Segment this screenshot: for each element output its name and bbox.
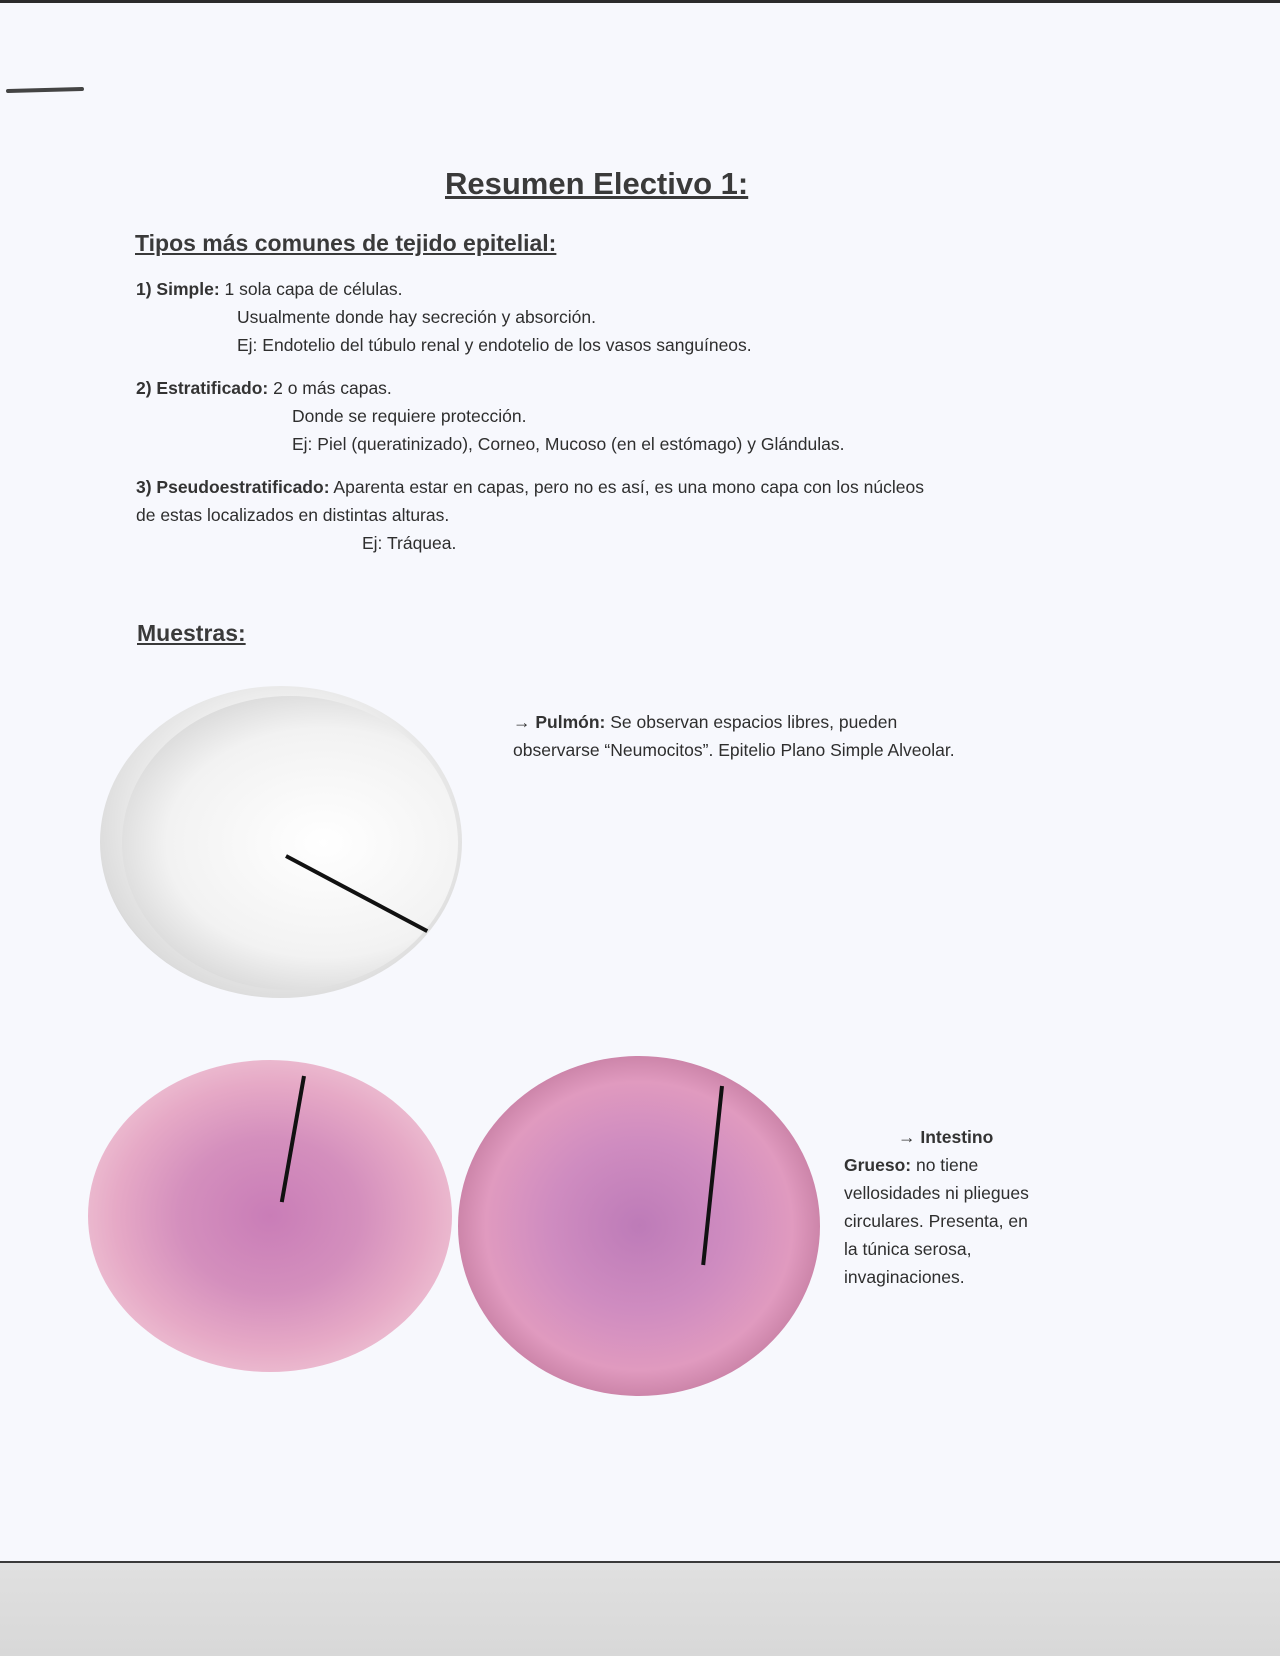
scan-top-edge: [0, 0, 1280, 3]
intestine-micrograph-1: [88, 1060, 452, 1372]
lung-micrograph: [100, 686, 462, 998]
intestine-pointer-2: [701, 1086, 724, 1265]
intestine-micrograph-2: [458, 1056, 820, 1396]
arrow-icon: →: [898, 1127, 916, 1147]
tipos-heading: Tipos más comunes de tejido epitelial:: [135, 230, 557, 256]
item-pseudo-line-1: 3) Pseudoestratificado: Aparenta estar en capas, pero no es así, es una mono capa con los núcleos: [136, 477, 924, 497]
item-estratificado-line-2: Donde se requiere protección.: [292, 406, 527, 426]
item-estratificado-line-3: Ej: Piel (queratinizado), Corneo, Mucoso (en el estómago) y Glándulas.: [292, 434, 845, 454]
grueso-label: Grueso:: [844, 1155, 912, 1175]
item-simple-line-2: Usualmente donde hay secreción y absorción.: [237, 307, 596, 327]
item-pseudo-line-3: Ej: Tráquea.: [362, 533, 457, 553]
pulmon-caption-line-1: → Pulmón: Se observan espacios libres, pueden: [513, 712, 898, 732]
item-estratificado-label: 2) Estratificado:: [136, 378, 269, 398]
item-pseudo-line-2: de estas localizados en distintas alturas.: [136, 505, 450, 525]
intestino-caption-line-2: Grueso: no tiene: [844, 1155, 979, 1175]
scan-bottom-edge: [0, 1561, 1280, 1656]
item-simple-line-1: 1) Simple: 1 sola capa de células.: [136, 279, 403, 299]
arrow-icon: →: [513, 712, 531, 732]
item-simple-label: 1) Simple: [136, 279, 214, 299]
pulmon-caption-line-2: observarse “Neumocitos”. Epitelio Plano Simple Alveolar.: [513, 740, 955, 760]
muestras-heading: Muestras:: [137, 620, 246, 646]
intestino-caption-line-6: invaginaciones.: [844, 1267, 965, 1287]
item-simple-line-3: Ej: Endotelio del túbulo renal y endotelio de los vasos sanguíneos.: [237, 335, 752, 355]
intestine-pointer-1: [280, 1076, 306, 1203]
intestino-caption-line-4: circulares. Presenta, en: [844, 1211, 1028, 1231]
page-title: Resumen Electivo 1:: [445, 166, 749, 201]
intestino-caption-line-1: [898, 1127, 993, 1148]
margin-pen-mark: [6, 87, 84, 93]
intestino-caption-line-5: la túnica serosa,: [844, 1239, 972, 1259]
item-pseudo-label: 3) Pseudoestratificado:: [136, 477, 330, 497]
lung-micrograph-field: [122, 696, 458, 990]
intestino-caption-line-3: vellosidades ni pliegues: [844, 1183, 1029, 1203]
item-estratificado-line-1: 2) Estratificado: 2 o más capas.: [136, 378, 392, 398]
intestino-label: Intestino: [920, 1127, 994, 1147]
pulmon-label: Pulmón:: [535, 712, 606, 732]
